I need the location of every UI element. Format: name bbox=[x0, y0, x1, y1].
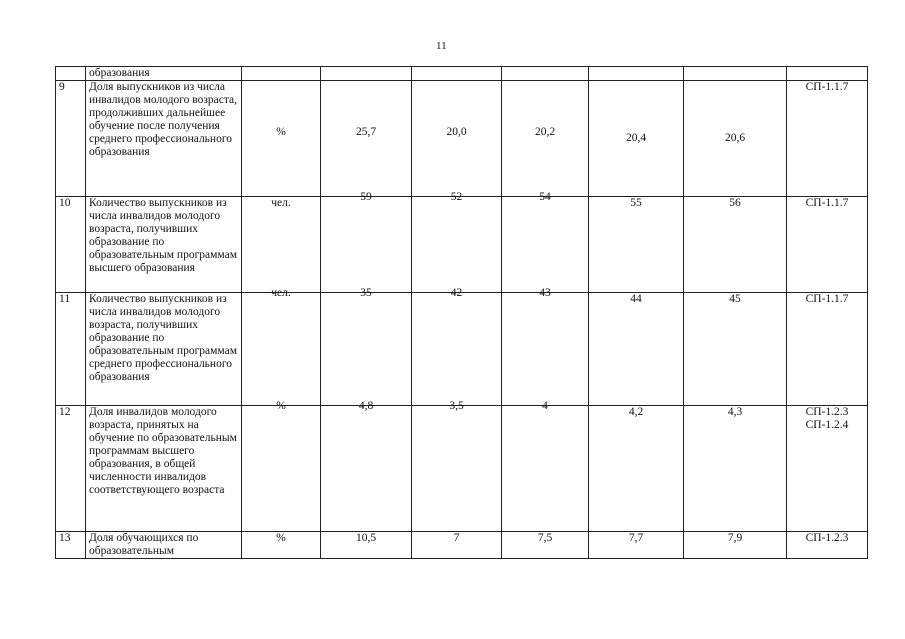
value-cell: 7 bbox=[412, 532, 502, 559]
value-cell: 20,6 bbox=[684, 81, 787, 197]
value-cell: 7,5 bbox=[502, 532, 589, 559]
value-cell: 56 bbox=[684, 197, 787, 293]
reference-cell: СП-1.1.7 bbox=[787, 197, 868, 293]
row-number bbox=[56, 67, 86, 81]
value-cell: 20,4 bbox=[589, 81, 684, 197]
row-number: 10 bbox=[56, 197, 86, 293]
row-number: 11 bbox=[56, 293, 86, 406]
value-cell: 20,2 bbox=[502, 75, 589, 191]
reference-cell: СП-1.1.7 bbox=[787, 81, 868, 197]
unit-cell: чел. bbox=[242, 287, 321, 400]
unit-cell: % bbox=[242, 532, 321, 559]
row-number: 9 bbox=[56, 81, 86, 197]
value-cell: 44 bbox=[589, 293, 684, 406]
value-cell: 25,7 bbox=[321, 75, 412, 191]
row-number: 13 bbox=[56, 532, 86, 559]
unit-cell: % bbox=[242, 75, 321, 191]
indicator-name: образования bbox=[86, 67, 242, 81]
indicator-name: Количество выпускников из числа инвалидов молодого возраста, получивших образование по образовательным программам высшего образования bbox=[86, 197, 242, 293]
indicator-name: Доля выпускников из числа инвалидов молодого возраста, продолживших дальнейшее обучение после получения среднего профессионального образования bbox=[86, 81, 242, 197]
value-cell: 7,9 bbox=[684, 532, 787, 559]
value-cell: 4 bbox=[502, 400, 589, 526]
value-cell bbox=[684, 67, 787, 81]
indicator-name: Количество выпускников из числа инвалидов молодого возраста, получивших образование по образовательным программам среднего профессионального образования bbox=[86, 293, 242, 406]
table-row bbox=[56, 293, 868, 406]
value-cell: 3,5 bbox=[412, 400, 502, 526]
table-row bbox=[56, 532, 868, 559]
value-cell: 4,8 bbox=[321, 400, 412, 526]
value-cell: 35 bbox=[321, 287, 412, 400]
reference-cell: СП-1.2.3 СП-1.2.4 bbox=[787, 406, 868, 532]
row-number: 12 bbox=[56, 406, 86, 532]
value-cell bbox=[589, 67, 684, 81]
value-cell: 10,5 bbox=[321, 532, 412, 559]
value-cell: 7,7 bbox=[589, 532, 684, 559]
table-row bbox=[56, 197, 868, 293]
value-cell: 42 bbox=[412, 287, 502, 400]
unit-cell: % bbox=[242, 400, 321, 526]
value-cell: 52 bbox=[412, 191, 502, 287]
reference-cell bbox=[787, 67, 868, 81]
indicators-table bbox=[55, 66, 868, 559]
reference-cell: СП-1.2.3 bbox=[787, 532, 868, 559]
value-cell: 20,0 bbox=[412, 75, 502, 191]
unit-cell: чел. bbox=[242, 197, 321, 293]
value-cell: 4,3 bbox=[684, 406, 787, 532]
table-row bbox=[56, 81, 868, 197]
value-cell: 43 bbox=[502, 287, 589, 400]
value-cell: 55 bbox=[589, 197, 684, 293]
value-cell: 59 bbox=[321, 191, 412, 287]
value-cell: 45 bbox=[684, 293, 787, 406]
table-row bbox=[56, 406, 868, 532]
value-cell: 4,2 bbox=[589, 406, 684, 532]
reference-cell: СП-1.1.7 bbox=[787, 293, 868, 406]
indicator-name: Доля обучающихся по образовательным bbox=[86, 532, 242, 559]
value-cell: 54 bbox=[502, 191, 589, 287]
page-number: 11 bbox=[436, 40, 447, 52]
indicator-name: Доля инвалидов молодого возраста, принятых на обучение по образовательным программам высшего образования, в общей численности инвалидов соответствующего возраста bbox=[86, 406, 242, 532]
